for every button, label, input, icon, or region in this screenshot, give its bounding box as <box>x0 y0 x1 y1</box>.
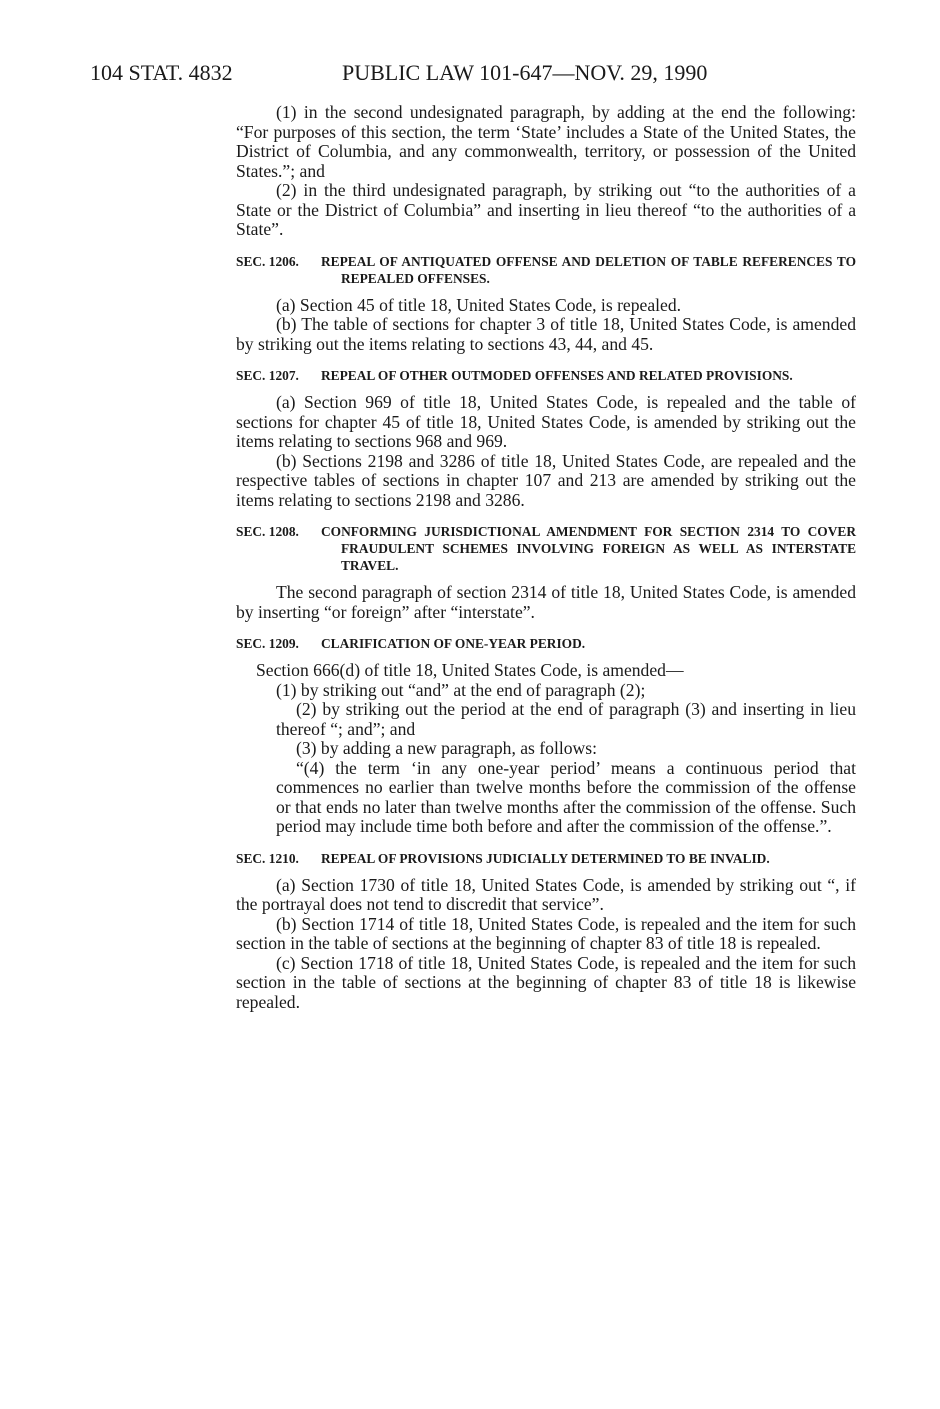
section-1206-a: (a) Section 45 of title 18, United States Code, is repealed. <box>276 294 682 315</box>
section-number: SEC. 1206. <box>236 253 299 269</box>
section-heading-1209 <box>236 635 856 652</box>
section-heading-1208 <box>236 523 856 574</box>
statute-page-reference: 104 STAT. 4832 <box>90 60 233 85</box>
section-number: SEC. 1208. <box>236 524 299 539</box>
section-title: REPEAL OF OTHER OUTMODED OFFENSES AND RELATED PROVISIONS. <box>321 368 793 383</box>
section-number: SEC. 1207. <box>236 368 299 383</box>
section-title: CLARIFICATION OF ONE-YEAR PERIOD. <box>321 636 586 651</box>
section-1210-c: (c) Section 1718 of title 18, United States Code, is repealed and the item for such section in the table of sections at the beginning of chapter 83 of title 18 is likewise repealed. <box>236 952 856 1012</box>
section-1209-item-1: (1) by striking out “and” at the end of paragraph (2); <box>276 679 646 700</box>
section-1207-b: (b) Sections 2198 and 3286 of title 18, United States Code, are repealed and the respective tables of sections in chapter 107 and 213 are amended by striking out the items relating to sections 2198 and 3286. <box>236 450 856 510</box>
section-1206-b: (b) The table of sections for chapter 3 of title 18, United States Code, is amended by striking out the items relating to sections 43, 44, and 45. <box>236 314 856 354</box>
section-heading-1210 <box>236 850 856 867</box>
document-body <box>236 103 856 1012</box>
section-1209-lead: Section 666(d) of title 18, United States Code, is amended— <box>256 660 684 680</box>
section-1210-a: (a) Section 1730 of title 18, United States Code, is amended by striking out “, if the portrayal does not tend to discredit that service”. <box>236 874 856 914</box>
section-1210-b: (b) Section 1714 of title 18, United States Code, is repealed and the item for such section in the table of sections at the beginning of chapter 83 of title 18 is repealed. <box>236 913 856 953</box>
section-1209-item-3: (3) by adding a new paragraph, as follows: <box>296 738 597 758</box>
section-number: SEC. 1209. <box>236 636 299 651</box>
section-title: REPEAL OF ANTIQUATED OFFENSE AND DELETION OF TABLE REFERENCES TO REPEALED OFFENSES. <box>321 253 856 286</box>
section-heading-1206 <box>236 253 856 287</box>
public-law-title: PUBLIC LAW 101-647—NOV. 29, 1990 <box>342 60 708 85</box>
section-heading-1207 <box>236 367 856 384</box>
section-1208-body: The second paragraph of section 2314 of title 18, United States Code, is amended by inserting “or foreign” after “interstate”. <box>236 582 856 622</box>
section-title: REPEAL OF PROVISIONS JUDICIALLY DETERMINED TO BE INVALID. <box>321 850 770 866</box>
section-number: SEC. 1210. <box>236 850 299 866</box>
intro-paragraph-2: (2) in the third undesignated paragraph, by striking out “to the authorities of a State or the District of Columbia” and inserting in lieu thereof “to the authorities of a State”. <box>236 180 856 239</box>
section-1207-a: (a) Section 969 of title 18, United States Code, is repealed and the table of sections for chapter 45 of title 18, United States Code, is amended by striking out the items relating to sections 968 and 969. <box>236 392 856 451</box>
section-title: CONFORMING JURISDICTIONAL AMENDMENT FOR SECTION 2314 TO COVER FRAUDULENT SCHEMES INVOLVING FOREIGN AS WELL AS INTERSTATE TRAVEL. <box>321 524 856 573</box>
section-1209-item-2: (2) by striking out the period at the end of paragraph (3) and inserting in lieu thereof “; and”; and <box>276 699 856 739</box>
intro-paragraph-1: (1) in the second undesignated paragraph, by adding at the end the following: “For purposes of this section, the term ‘State’ includes a State of the United States, the District of Columbia, and any commonwealth, territory, or possession of the United States.”; and <box>236 102 856 181</box>
section-1209-quoted-paragraph: “(4) the term ‘in any one-year period’ means a continuous period that commences no earlier than twelve months before the commission of the offense or that ends no later than twelve months after the commission of the offense. Such period may include time both before and after the commission of the offense.”. <box>276 757 856 836</box>
page-header <box>90 60 860 90</box>
